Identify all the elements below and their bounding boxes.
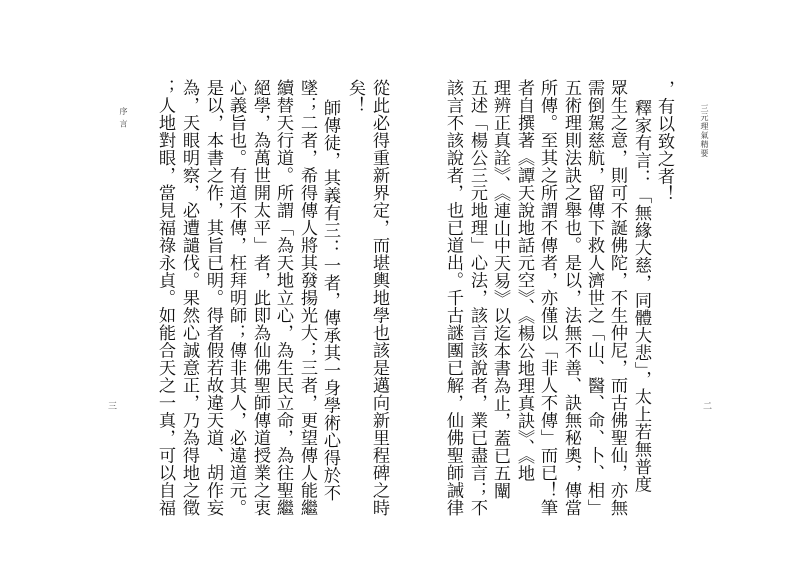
- right-page-column-8: 理辨正真詮》、《連山中天易》以迄本書為止，蓋已五闡: [490, 79, 510, 500]
- left-page-column-1: 從此必得重新界定，而堪輿地學也該是邁向新里程碑之時: [369, 79, 389, 517]
- right-page-column-1: ，有以致之者！: [654, 80, 674, 203]
- right-page-column-2: 釋家有言：「無緣大慈，同體大悲」，太上若無普度: [631, 99, 651, 493]
- left-page-column-3: 師傳徒，其義有三：一者，傳承其一身學術心得於不: [320, 99, 340, 502]
- left-page-column-10: ；人地對眼，當見福祿永貞。如能合天之一真，可以自福: [155, 79, 175, 517]
- running-head-right: 三元理氣精要: [700, 104, 709, 158]
- right-page-column-10: 該言不該說者，也已道出。千古謎團已解，仙佛聖師誡律: [443, 79, 463, 517]
- running-head-left: 序 言: [119, 107, 128, 129]
- left-page-column-6: 絕學，為萬世開太平」者，此即為仙佛聖師傳道授業之衷: [250, 79, 270, 517]
- folio-right: 二: [703, 402, 713, 412]
- right-page-column-6: 所傳。至其之所謂不傳者，亦僅以「非人不傳」而已！筆: [537, 79, 557, 517]
- left-page-column-9: 為，天眼明察，必遭譴伐。果然心誠意正，乃為得地之徵: [179, 79, 199, 517]
- left-page-column-7: 心義旨也。有道不傳，枉拜明師；傳非其人，必違道元。: [226, 79, 246, 517]
- folio-left: 三: [108, 402, 118, 412]
- left-page-column-8: 是以，本書之作，其旨已明。得者假若故違天道、胡作妄: [203, 79, 223, 517]
- left-page-column-2: 矣！: [345, 79, 365, 114]
- left-page-column-5: 續替天行道。所謂「為天地立心，為生民立命，為往聖繼: [273, 79, 293, 517]
- right-page-column-5: 五術理則法訣之舉也。是以，法無不善、訣無秘奧，傳當: [561, 79, 581, 517]
- right-page-column-7: 者自撰著《譚天說地話元空》、《楊公地理真訣》、《地: [514, 79, 534, 483]
- right-page-column-4: 需倒駕慈航，留傳下救人濟世之「山、醫、命、卜、相」: [584, 79, 604, 517]
- left-page-column-4: 墜；二者，希得傳人將其發揚光大；三者，更望傳人能繼: [297, 79, 317, 517]
- right-page-column-3: 眾生之意，則可不誕佛陀，不生仲尼，而古佛聖仙，亦無: [607, 79, 627, 517]
- right-page-column-9: 五述「楊公三元地理」心法，該言該說者，業已盡言；不: [467, 79, 487, 517]
